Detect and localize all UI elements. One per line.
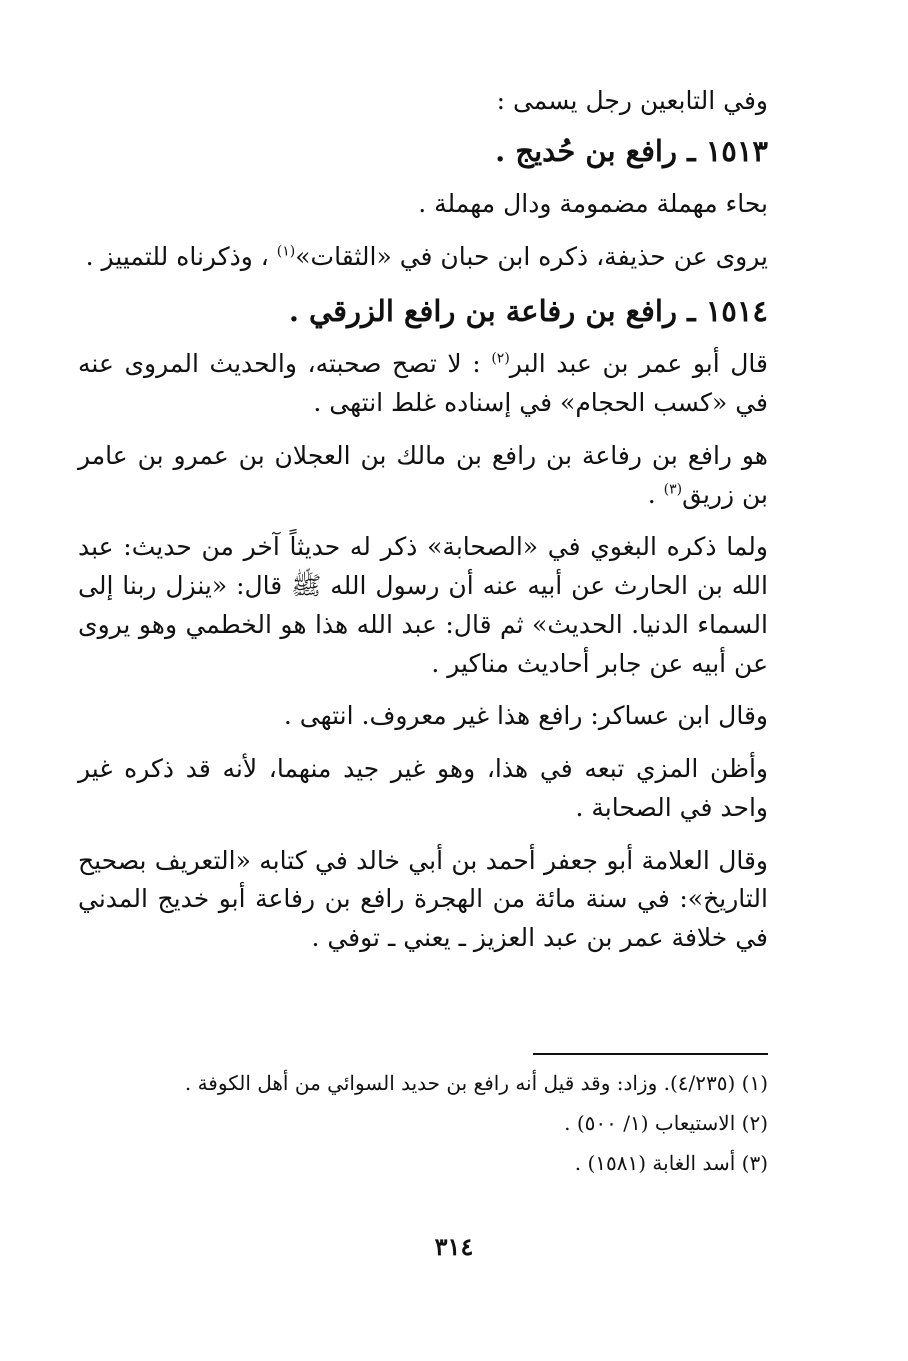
main-text (78, 82, 768, 972)
paragraph-text: قال أبو عمر بن عبد البر (509, 349, 768, 379)
paragraph-text: : لا تصح صحبته، والحديث المروى عنه في «كسب الحجام» في إسناده غلط انتهى . (78, 349, 768, 418)
intro-line: وفي التابعين رجل يسمى : (496, 86, 768, 115)
paragraph-text: ، وذكرناه للتمييز . (85, 242, 277, 272)
paragraph (78, 345, 768, 423)
footnote-3: (٣) أسد الغابة (١٥٨١) . (574, 1151, 768, 1175)
entry-heading-1514: ١٥١٤ ـ رافع بن رفاعة بن رافع الزرقي . (288, 293, 768, 328)
footnote-divider (533, 1053, 768, 1055)
paragraph (78, 238, 768, 277)
footnote-1: (١) (٤/٢٣٥). وزاد: وقد قيل أنه رافع بن حديد السوائي من أهل الكوفة . (184, 1071, 768, 1095)
footnotes (78, 1068, 768, 1188)
entry-heading-1513: ١٥١٣ ـ رافع بن حُديج . (495, 133, 768, 168)
footnote-2: (٢) الاستيعاب (١/ ٥٠٠) . (564, 1111, 768, 1135)
footnote-ref: (١) (276, 243, 296, 260)
paragraph: وقال ابن عساكر: رافع هذا غير معروف. انتهى . (283, 701, 768, 731)
paragraph: وقال العلامة أبو جعفر أحمد بن أبي خالد في كتابه «التعريف بصحيح التاريخ»: في سنة مائة من الهجرة رافع بن رفاعة أبو خديج المدني في خلافة عمر بن عبد العزيز ـ يعني ـ توفي . (78, 845, 768, 953)
footnote-ref: (٢) (491, 351, 510, 368)
paragraph-text: يروى عن حذيفة، ذكره ابن حبان في «الثقات» (295, 242, 768, 272)
paragraph: بحاء مهملة مضمومة ودال مهملة . (418, 189, 768, 219)
paragraph (78, 437, 768, 515)
paragraph-text: هو رافع بن رفاعة بن رافع بن مالك بن العجلان بن عمرو بن عامر بن زريق (78, 440, 768, 509)
paragraph: ولما ذكره البغوي في «الصحابة» ذكر له حديثاً آخر من حديث: عبد الله بن الحارث عن أبيه عنه أن رسول الله ﷺ قال: «ينزل ربنا إلى السماء الدنيا. الحديث» ثم قال: عبد الله هذا هو الخطمي وهو يروى عن أبيه عن جابر أحاديث مناكير . (78, 532, 768, 678)
footnote-ref: (٣) (663, 481, 683, 498)
paragraph-text: . (647, 479, 664, 509)
page-number: ٣١٤ (434, 1232, 474, 1261)
paragraph: وأظن المزي تبعه في هذا، وهو غير جيد منهما، لأنه قد ذكره غير واحد في الصحابة . (78, 754, 768, 822)
